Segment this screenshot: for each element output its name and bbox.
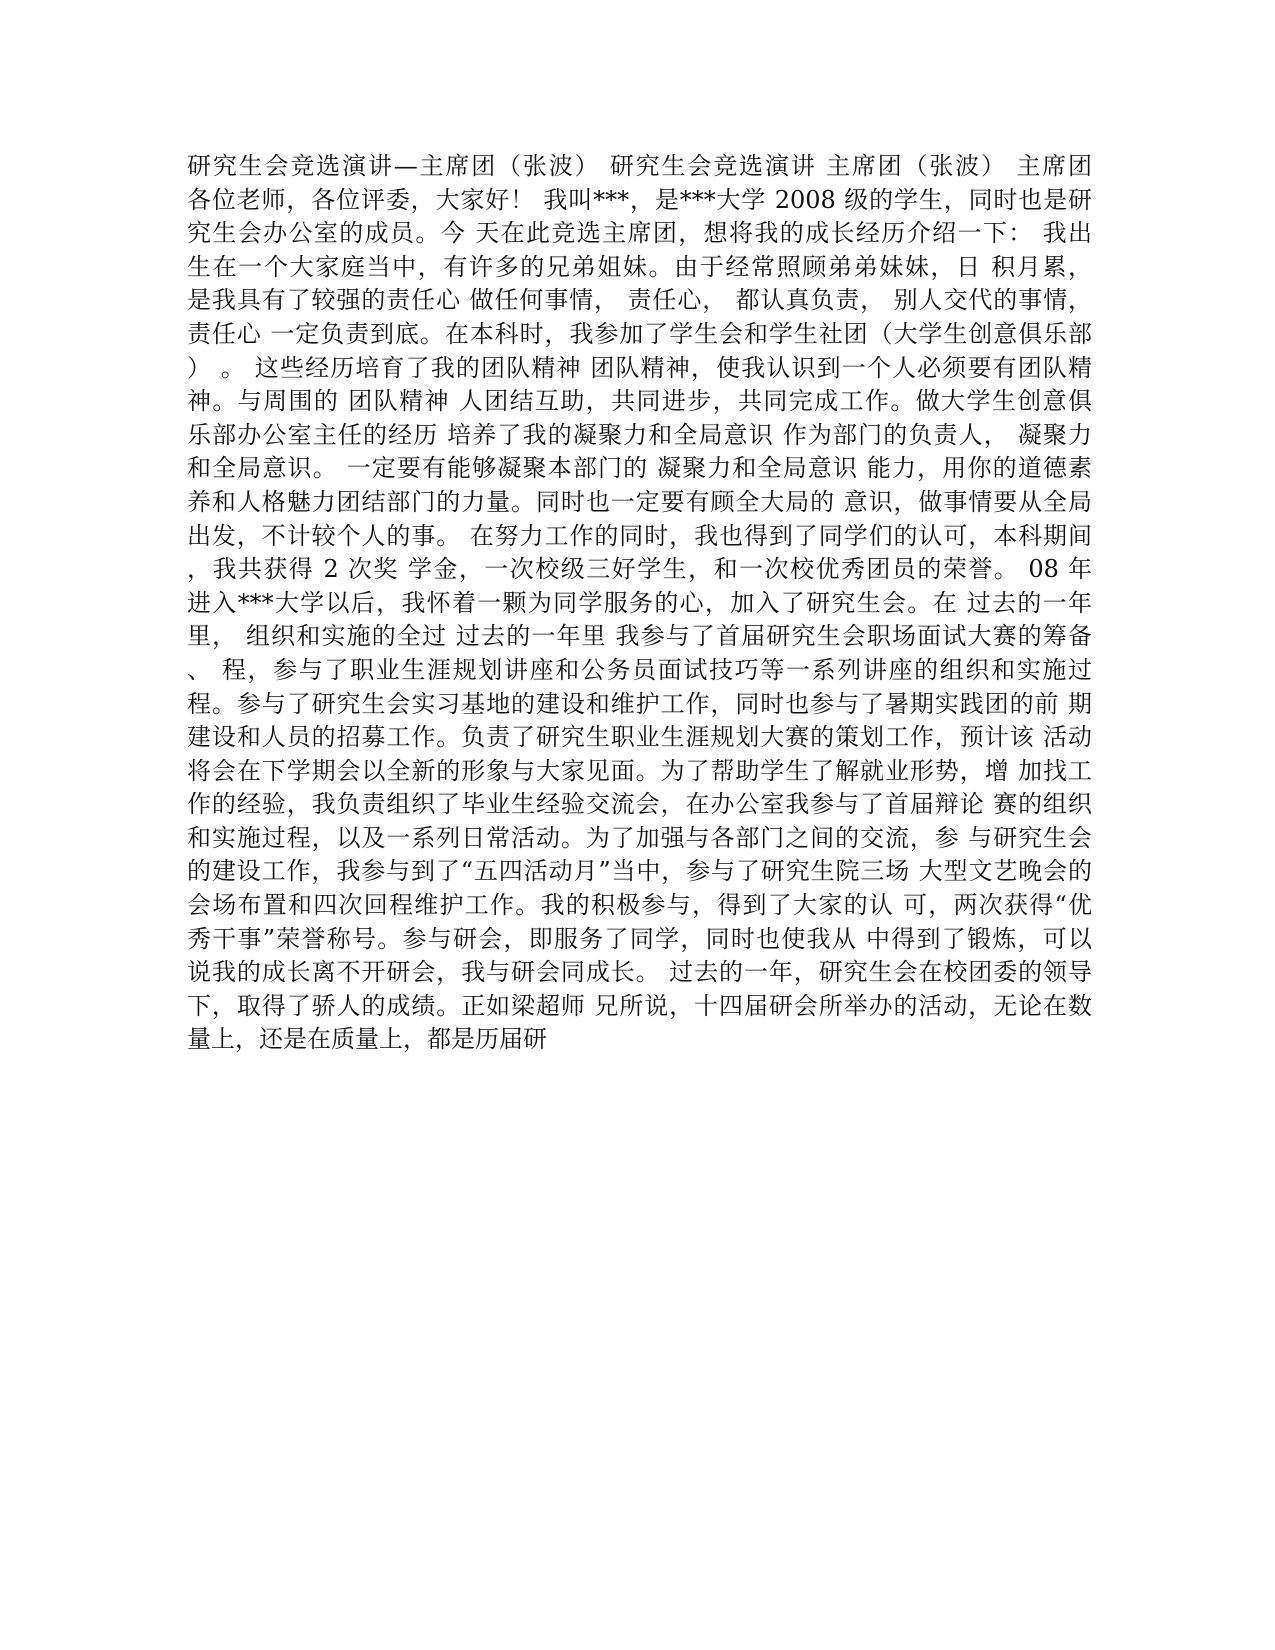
text-line: 秀干事”荣誉称号。参与研会，即服务了同学，同时也使我从 中得到了锻炼，可以 (187, 924, 1092, 953)
text-line: 会场布置和四次回程维护工作。我的积极参与，得到了大家的认 可，两次获得“优 (187, 891, 1092, 920)
body-text (187, 150, 1092, 1057)
text-line: 进入***大学以后，我怀着一颗为同学服务的心，加入了研究生会。在 过去的一年 (187, 588, 1092, 617)
text-line: 将会在下学期会以全新的形象与大家见面。为了帮助学生了解就业形势，增 加找工 (187, 756, 1092, 785)
text-line: 程。参与了研究生会实习基地的建设和维护工作，同时也参与了暑期实践团的前 期 (187, 689, 1092, 718)
text-line: 研究生会竞选演讲—主席团（张波） 研究生会竞选演讲 主席团（张波） 主席团 (187, 152, 1092, 180)
text-line: 养和人格魅力团结部门的力量。同时也一定要有顾全大局的 意识，做事情要从全局 (187, 487, 1092, 516)
text-line: 乐部办公室主任的经历 培养了我的凝聚力和全局意识 作为部门的负责人， 凝聚力 (187, 420, 1092, 449)
text-line: 下，取得了骄人的成绩。正如梁超师 兄所说，十四届研会所举办的活动，无论在数 (187, 991, 1092, 1020)
text-line: 和实施过程，以及一系列日常活动。为了加强与各部门之间的交流，参 与研究生会 (187, 823, 1092, 852)
text-line: ） 。 这些经历培育了我的团队精神 团队精神，使我认识到一个人必须要有团队精 (187, 353, 1092, 382)
text-line: 里， 组织和实施的全过 过去的一年里 我参与了首届研究生会职场面试大赛的筹备 (187, 622, 1092, 651)
text-line: 神。与周围的 团队精神 人团结互助，共同进步，共同完成工作。做大学生创意俱 (187, 387, 1092, 416)
text-line: 是我具有了较强的责任心 做任何事情， 责任心， 都认真负责， 别人交代的事情， (187, 286, 1092, 315)
text-line: 量上，还是在质量上，都是历届研 (187, 1025, 547, 1054)
text-line: 责任心 一定负责到底。在本科时，我参加了学生会和学生社团（大学生创意俱乐部 (187, 319, 1092, 348)
text-line: 出发，不计较个人的事。 在努力工作的同时，我也得到了同学们的认可，本科期间 (187, 521, 1092, 550)
text-line: 生在一个大家庭当中，有许多的兄弟姐妹。由于经常照顾弟弟妹妹，日 积月累， (187, 252, 1092, 281)
text-line: ，我共获得 2 次奖 学金，一次校级三好学生，和一次校优秀团员的荣誉。 08 年 (187, 555, 1092, 584)
text-line: 的建设工作，我参与到了“五四活动月”当中，参与了研究生院三场 大型文艺晚会的 (187, 857, 1092, 886)
text-line: 作的经验，我负责组织了毕业生经验交流会，在办公室我参与了首届辩论 赛的组织 (187, 790, 1092, 819)
text-line: 各位老师，各位评委，大家好！ 我叫***，是***大学 2008 级的学生，同时也是研 (187, 185, 1092, 214)
text-line: 究生会办公室的成员。今 天在此竞选主席团，想将我的成长经历介绍一下： 我出 (187, 219, 1092, 248)
text-line: 、 程，参与了职业生涯规划讲座和公务员面试技巧等一系列讲座的组织和实施过 (187, 655, 1092, 684)
text-line: 说我的成长离不开研会，我与研会同成长。 过去的一年，研究生会在校团委的领导 (187, 958, 1092, 987)
text-line: 和全局意识。 一定要有能够凝聚本部门的 凝聚力和全局意识 能力，用你的道德素 (187, 454, 1092, 483)
text-line: 建设和人员的招募工作。负责了研究生职业生涯规划大赛的策划工作，预计该 活动 (187, 723, 1092, 752)
